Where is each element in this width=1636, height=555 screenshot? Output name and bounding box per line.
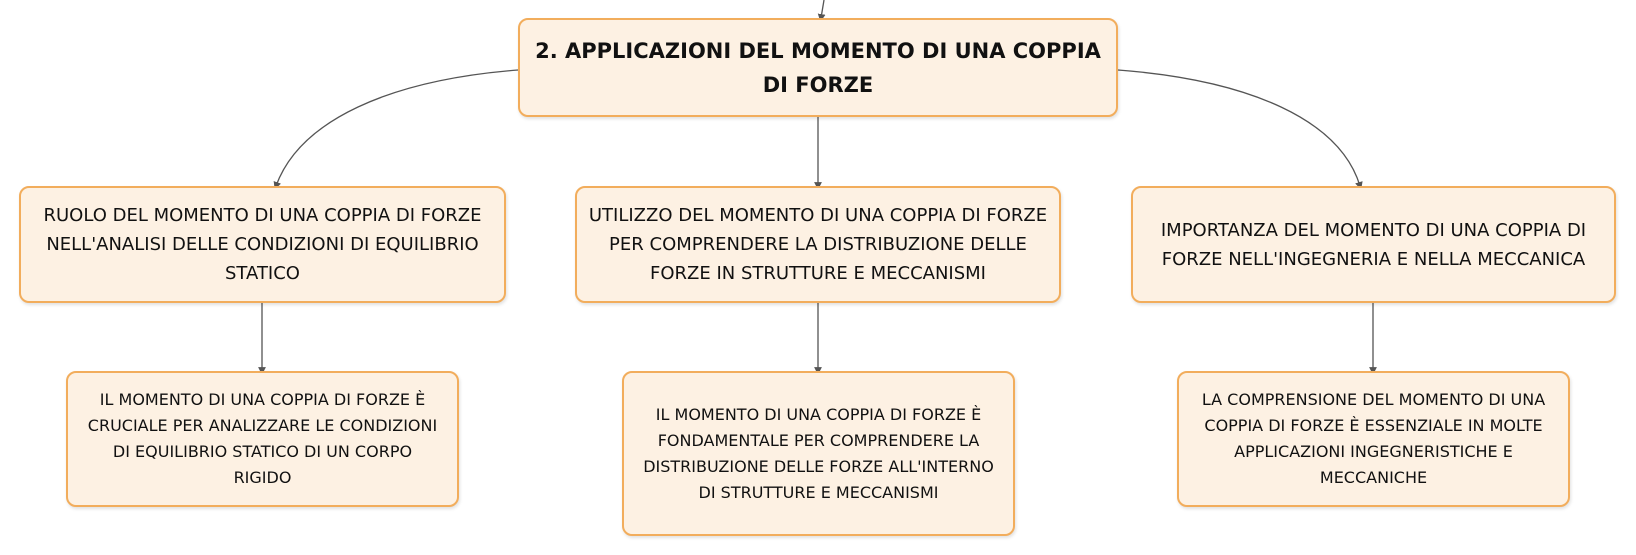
leaf-node-label: LA COMPRENSIONE DEL MOMENTO DI UNA COPPIA DI FORZE È ESSENZIALE IN MOLTE APPLICAZIONI INGEGNERISTICHE E MECCANICHE	[1201, 390, 1546, 487]
leaf-node-equilibrium[interactable]	[66, 371, 459, 507]
branch-node-engineering[interactable]	[1131, 186, 1616, 303]
branch-node-label: UTILIZZO DEL MOMENTO DI UNA COPPIA DI FORZE PER COMPRENDERE LA DISTRIBUZIONE DELLE FORZE IN STRUTTURE E MECCANISMI	[588, 205, 1048, 284]
branch-node-distribution[interactable]	[575, 186, 1061, 303]
root-node-label: 2. APPLICAZIONI DEL MOMENTO DI UNA COPPIA DI FORZE	[535, 38, 1101, 97]
connector-root-to-branch-3	[1118, 70, 1360, 186]
branch-node-label: RUOLO DEL MOMENTO DI UNA COPPIA DI FORZE NELL'ANALISI DELLE CONDIZIONI DI EQUILIBRIO STATICO	[43, 205, 482, 284]
leaf-node-engineering[interactable]	[1177, 371, 1570, 507]
branch-node-label: IMPORTANZA DEL MOMENTO DI UNA COPPIA DI FORZE NELL'INGEGNERIA E NELLA MECCANICA	[1160, 219, 1587, 270]
leaf-node-label: IL MOMENTO DI UNA COPPIA DI FORZE È CRUCIALE PER ANALIZZARE LE CONDIZIONI DI EQUILIBRIO STATICO DI UN CORPO RIGIDO	[87, 390, 438, 487]
branch-node-equilibrium[interactable]	[19, 186, 506, 303]
leaf-node-label: IL MOMENTO DI UNA COPPIA DI FORZE È FONDAMENTALE PER COMPRENDERE LA DISTRIBUZIONE DELLE FORZE ALL'INTERNO DI STRUTTURE E MECCANISMI	[643, 404, 994, 502]
leaf-node-distribution[interactable]	[622, 371, 1015, 536]
connector-root-to-branch-1	[276, 70, 518, 186]
root-node[interactable]	[518, 18, 1118, 117]
incoming-connector	[821, 0, 824, 18]
